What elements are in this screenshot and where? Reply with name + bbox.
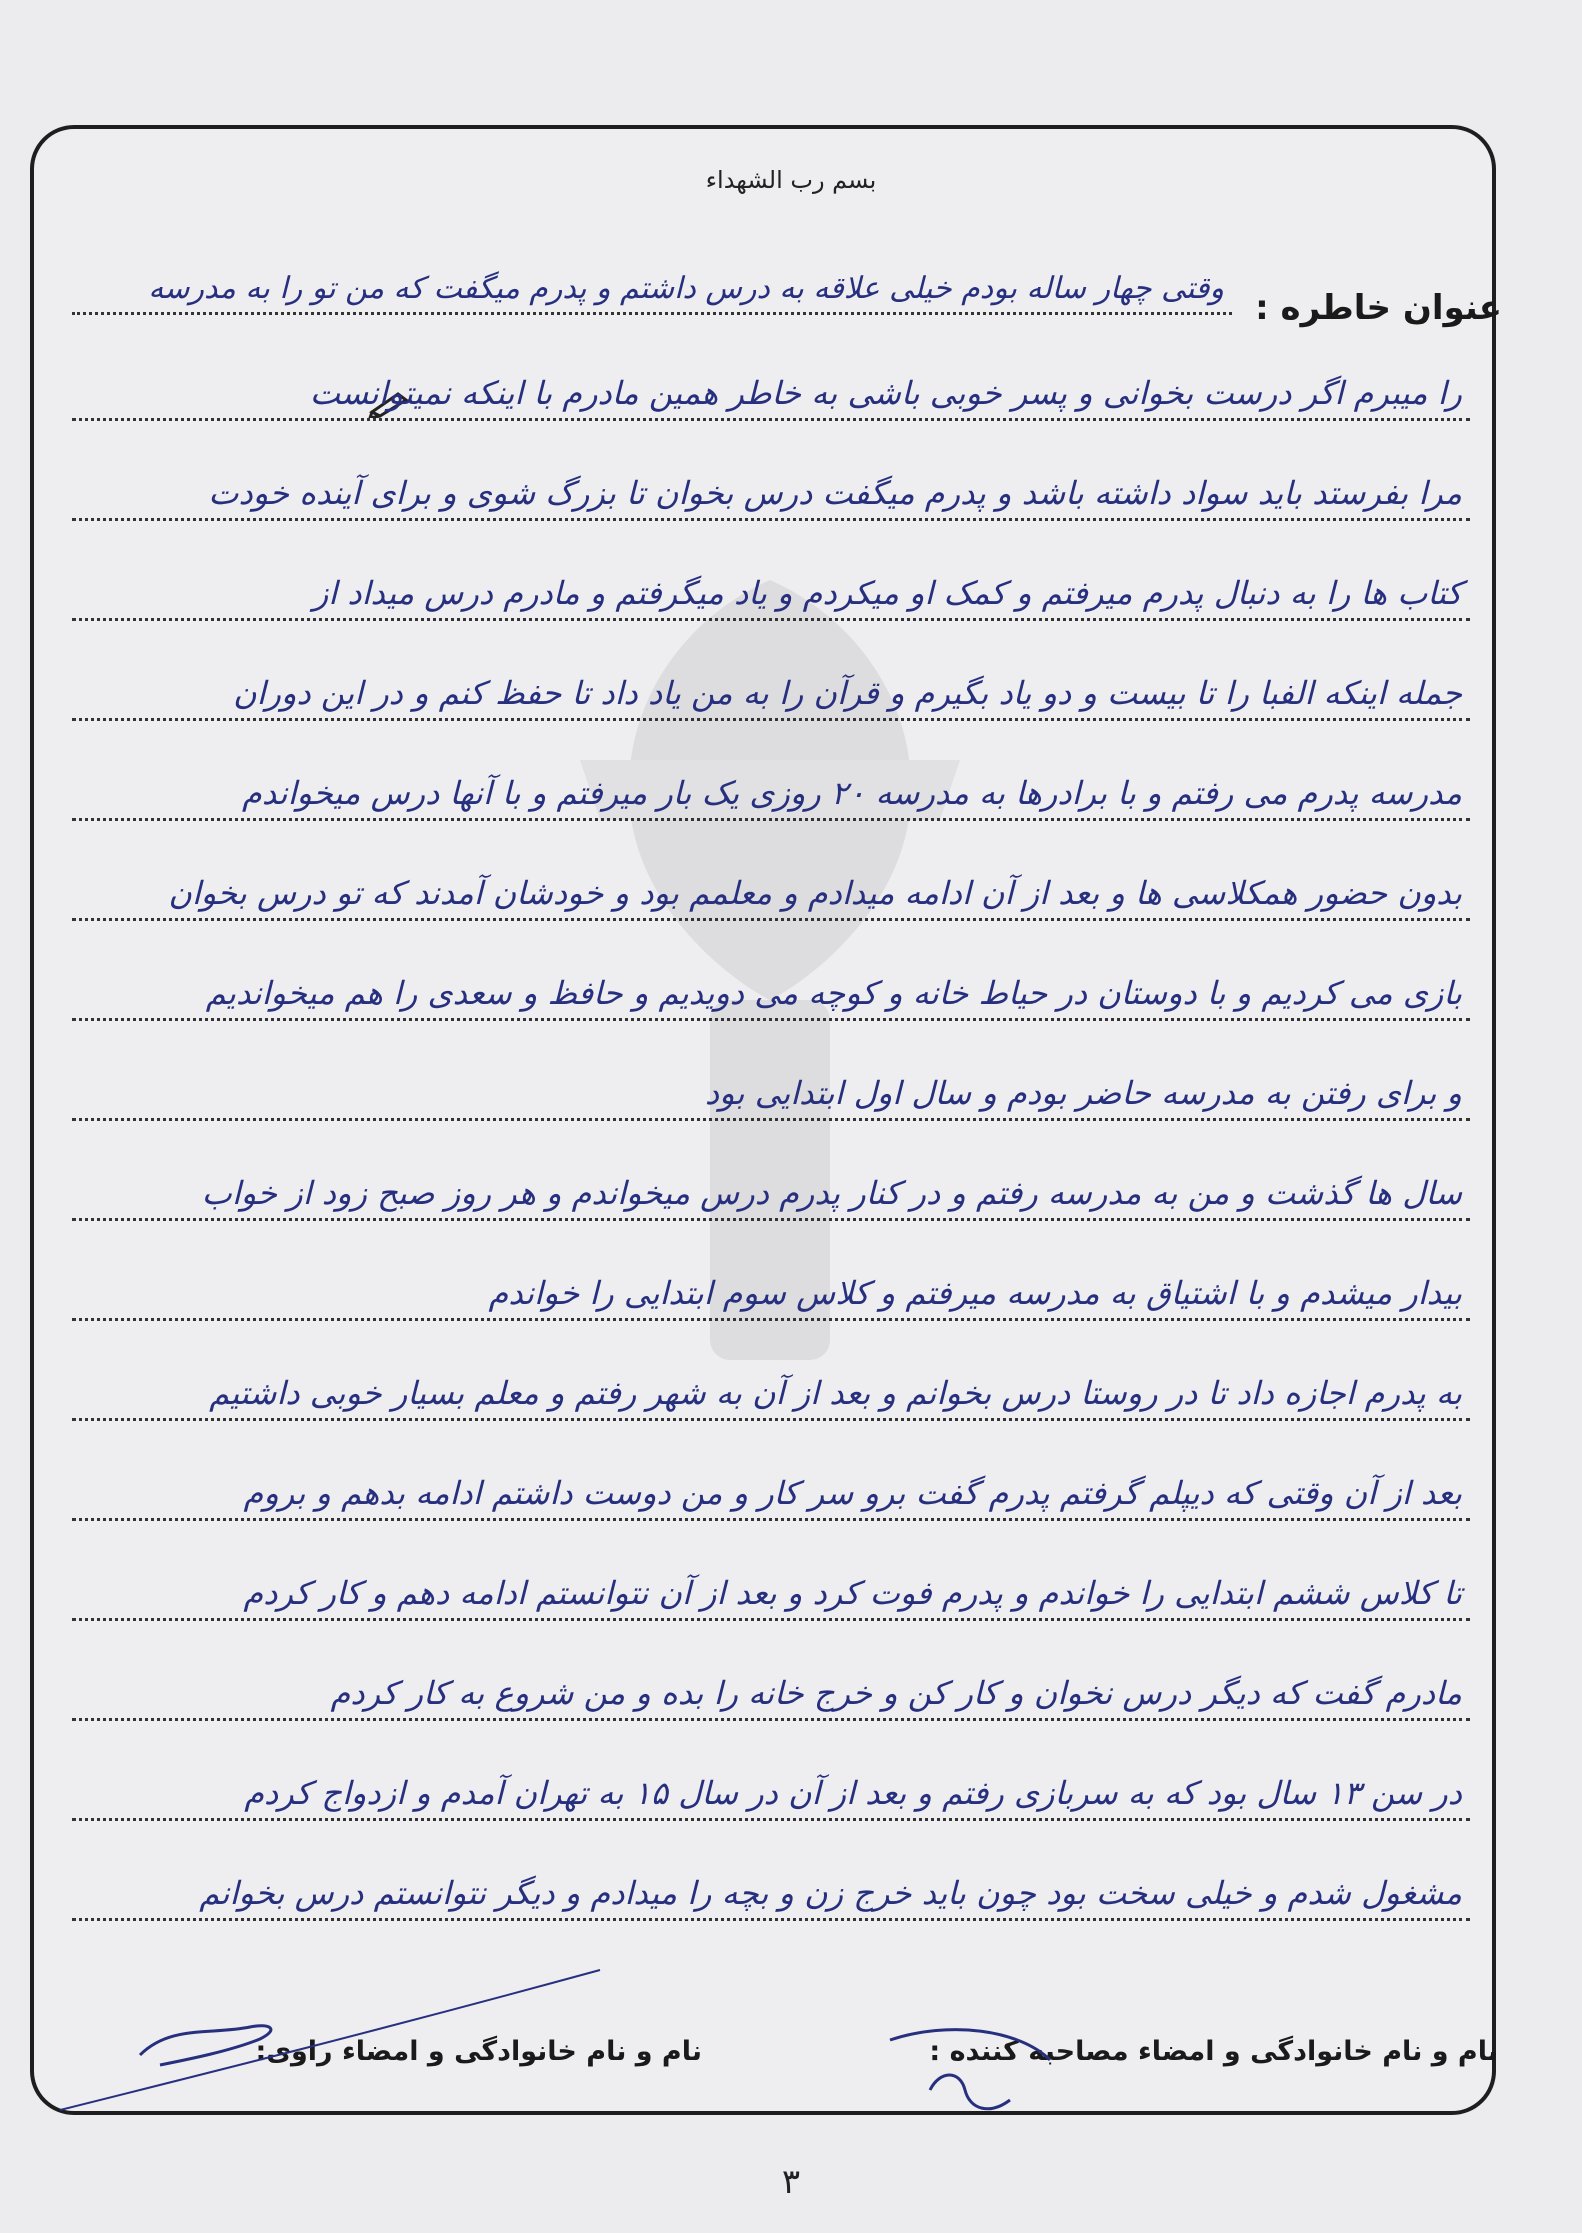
memory-title-label: عنوان خاطره : — [1255, 288, 1502, 328]
body-line-text: تا کلاس ششم ابتدایی را خواندم و پدرم فوت کرد و بعد از آن نتوانستم ادامه دهم و کار کردم — [243, 1574, 1462, 1612]
body-line-text: به پدرم اجازه داد تا در روستا درس بخوانم و بعد از آن به شهر رفتم و معلم بسیار خوبی داشتیم — [209, 1374, 1462, 1412]
body-line — [72, 1162, 1470, 1221]
body-line — [72, 1362, 1470, 1421]
body-line-text: مرا بفرستد باید سواد داشته باشد و پدرم میگفت درس بخوان تا بزرگ شوی و برای آینده خودت — [208, 474, 1462, 512]
body-line — [72, 362, 1470, 421]
header-title: بسم رب الشهداء — [705, 166, 877, 194]
interviewer-signature-label: نام و نام خانوادگی و امضاء مصاحبه کننده : — [929, 2036, 1498, 2067]
body-line-text: بعد از آن وقتی که دیپلم گرفتم پدرم گفت برو سر کار و من دوست داشتم ادامه بدهم و بروم — [243, 1474, 1462, 1512]
page-number: ۳ — [781, 2162, 801, 2202]
body-line — [72, 862, 1470, 921]
body-line — [72, 1462, 1470, 1521]
title-line — [72, 256, 1232, 315]
body-line-text: کتاب ها را به دنبال پدرم میرفتم و کمک او میکردم و یاد میگرفتم و مادرم درس میداد از — [312, 574, 1462, 612]
body-line — [72, 1862, 1470, 1921]
body-line — [72, 1662, 1470, 1721]
body-line-text: مدرسه پدرم می رفتم و با برادرها به مدرسه ۲۰ روزی یک بار میرفتم و با آنها درس میخواندم — [242, 774, 1462, 812]
interviewer-signature — [870, 2020, 1070, 2130]
margin-pen-stroke — [60, 1960, 620, 2120]
body-line — [72, 1762, 1470, 1821]
narrator-signature-label: نام و نام خانوادگی و امضاء راوی: — [255, 2036, 702, 2067]
body-line-text: بیدار میشدم و با اشتیاق به مدرسه میرفتم و کلاس سوم ابتدایی را خواندم — [488, 1274, 1462, 1312]
body-line — [72, 762, 1470, 821]
body-line — [72, 1562, 1470, 1621]
memory-title-text: وقتی چهار ساله بودم خیلی علاقه به درس داشتم و پدرم میگفت که من تو را به مدرسه — [148, 271, 1224, 306]
body-line — [72, 1062, 1470, 1121]
body-line — [72, 962, 1470, 1021]
body-line-text: سال ها گذشت و من به مدرسه رفتم و در کنار پدرم درس میخواندم و هر روز صبح زود از خواب — [201, 1174, 1462, 1212]
body-line-text: را میبرم اگر درست بخوانی و پسر خوبی باشی به خاطر همین مادرم با اینکه نمیتوانست — [309, 374, 1462, 412]
body-line-text: بازی می کردیم و با دوستان در حیاط خانه و کوچه می دویدیم و حافظ و سعدی را هم میخواندیم — [205, 974, 1462, 1012]
body-line-text: بدون حضور همکلاسی ها و بعد از آن ادامه میدادم و معلمم بود و خودشان آمدند که تو درس بخوان — [168, 874, 1462, 912]
body-line — [72, 462, 1470, 521]
body-line-text: مادرم گفت که دیگر درس نخوان و کار کن و خرج خانه را بده و من شروع به کار کردم — [330, 1674, 1462, 1712]
body-line-text: جمله اینکه الفبا را تا بیست و دو یاد بگیرم و قرآن را به من یاد داد تا حفظ کنم و در این دوران — [233, 674, 1462, 712]
body-line-text: در سن ۱۳ سال بود که به سربازی رفتم و بعد از آن در سال ۱۵ به تهران آمدم و ازدواج کردم — [244, 1774, 1462, 1812]
body-line — [72, 662, 1470, 721]
body-line-text: مشغول شدم و خیلی سخت بود چون باید خرج زن و بچه را میدادم و دیگر نتوانستم درس بخوانم — [199, 1874, 1462, 1912]
body-line — [72, 1262, 1470, 1321]
body-line — [72, 562, 1470, 621]
body-line-text: و برای رفتن به مدرسه حاضر بودم و سال اول ابتدایی بود — [704, 1074, 1462, 1112]
